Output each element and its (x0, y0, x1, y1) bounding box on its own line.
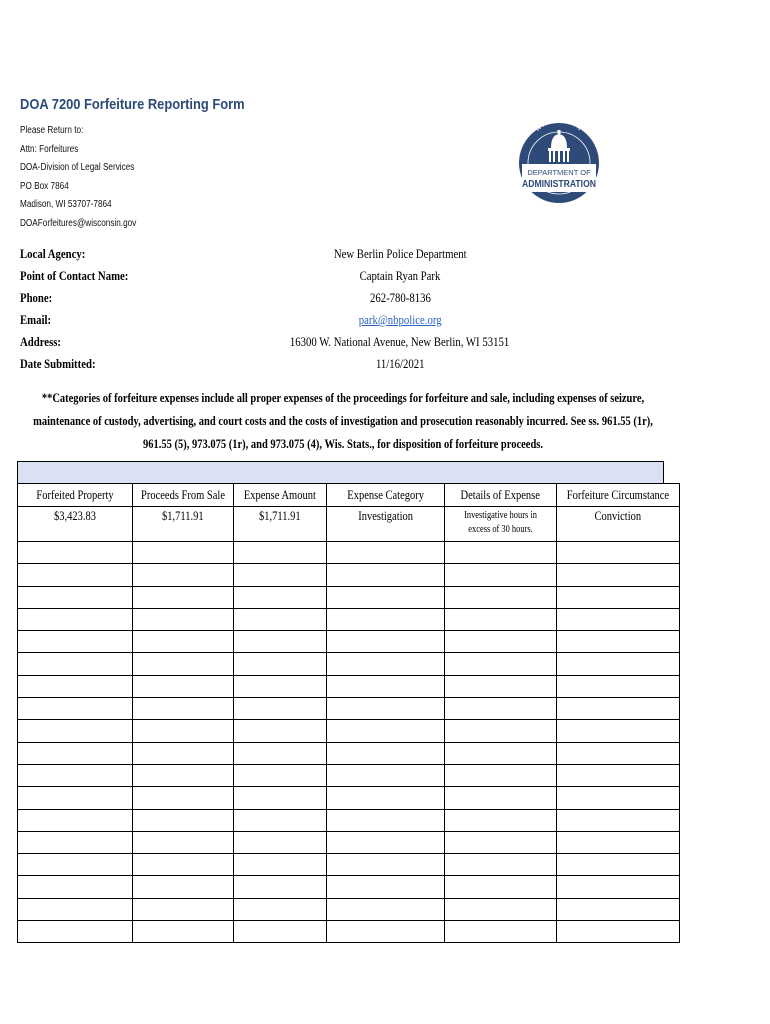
label-email: Email: (20, 313, 52, 327)
empty-cell[interactable] (327, 653, 445, 675)
empty-cell[interactable] (327, 631, 445, 653)
empty-cell[interactable] (133, 586, 234, 608)
empty-cell[interactable] (133, 876, 234, 898)
empty-cell[interactable] (234, 698, 327, 720)
empty-cell[interactable] (18, 564, 133, 586)
note-text: **Categories of forfeiture expenses include all proper expenses of the proceedings for forfeiture and sale, including expenses of seizure, maintenance of custody, advertising, and court costs and the costs of investigation and prosecution reasonably incurred. See ss. 961.55 (1r), 961.55 (5), 973.075 (1r), and 973.075 (4), Wis. Stats., for disposition of forfeiture proceeds. (33, 391, 653, 451)
empty-cell[interactable] (327, 921, 445, 943)
empty-cell[interactable] (445, 854, 557, 876)
empty-cell[interactable] (557, 898, 680, 920)
empty-cell[interactable] (557, 653, 680, 675)
table-row-empty (18, 854, 680, 876)
forfeiture-table (17, 483, 680, 943)
cell-proceeds-from-sale[interactable]: $1,711.91 (133, 507, 234, 542)
empty-cell[interactable] (133, 787, 234, 809)
table-row-empty (18, 586, 680, 608)
empty-cell[interactable] (327, 764, 445, 786)
return-line: Please Return to: (20, 125, 84, 136)
cell-expense-amount[interactable]: $1,711.91 (234, 507, 327, 542)
empty-cell[interactable] (557, 586, 680, 608)
empty-cell[interactable] (557, 854, 680, 876)
empty-cell[interactable] (445, 542, 557, 564)
label-address: Address: (20, 335, 62, 349)
empty-cell[interactable] (327, 542, 445, 564)
empty-cell[interactable] (133, 854, 234, 876)
empty-cell[interactable] (234, 653, 327, 675)
table-row-empty (18, 809, 680, 831)
empty-cell[interactable] (18, 675, 133, 697)
table-row-empty (18, 876, 680, 898)
table-header-row (18, 484, 680, 507)
expense-categories-note (18, 387, 668, 456)
empty-cell[interactable] (18, 631, 133, 653)
empty-cell[interactable] (18, 831, 133, 853)
empty-cell[interactable] (18, 787, 133, 809)
empty-cell[interactable] (445, 631, 557, 653)
value-address: 16300 W. National Avenue, New Berlin, WI 53151 (290, 335, 510, 349)
empty-cell[interactable] (327, 586, 445, 608)
empty-cell[interactable] (18, 653, 133, 675)
empty-cell[interactable] (557, 787, 680, 809)
col-header: Forfeiture Circumstance (557, 484, 680, 507)
empty-cell[interactable] (327, 831, 445, 853)
empty-cell[interactable] (234, 608, 327, 630)
empty-cell[interactable] (445, 898, 557, 920)
empty-cell[interactable] (557, 809, 680, 831)
cell-forfeiture-circumstance[interactable]: Conviction (557, 507, 680, 542)
empty-cell[interactable] (133, 898, 234, 920)
empty-cell[interactable] (557, 608, 680, 630)
empty-cell[interactable] (133, 831, 234, 853)
cell-forfeited-property[interactable]: $3,423.83 (18, 507, 133, 542)
empty-cell[interactable] (18, 720, 133, 742)
table-row-empty (18, 653, 680, 675)
svg-text:DOA.WI.GOV (539, 203, 579, 216)
empty-cell[interactable] (18, 898, 133, 920)
empty-cell[interactable] (445, 698, 557, 720)
value-email-link[interactable]: park@nbpolice.org (358, 313, 442, 327)
value-local-agency: New Berlin Police Department (333, 247, 467, 261)
empty-cell[interactable] (133, 675, 234, 697)
value-phone: 262-780-8136 (369, 291, 431, 305)
col-header: Proceeds From Sale (133, 484, 234, 507)
empty-cell[interactable] (327, 564, 445, 586)
table-row-empty (18, 898, 680, 920)
value-date-submitted: 11/16/2021 (375, 357, 425, 371)
table-row-empty (18, 608, 680, 630)
empty-cell[interactable] (18, 764, 133, 786)
empty-cell[interactable] (234, 631, 327, 653)
empty-cell[interactable] (445, 742, 557, 764)
empty-cell[interactable] (557, 564, 680, 586)
table-row-empty (18, 631, 680, 653)
seal-line-2: ADMINISTRATION (522, 178, 596, 190)
empty-cell[interactable] (18, 542, 133, 564)
empty-cell[interactable] (133, 809, 234, 831)
empty-cell[interactable] (445, 675, 557, 697)
empty-cell[interactable] (445, 831, 557, 853)
empty-cell[interactable] (234, 742, 327, 764)
return-email: DOAForfeitures@wisconsin.gov (20, 218, 137, 229)
empty-cell[interactable] (234, 675, 327, 697)
label-contact-name: Point of Contact Name: (20, 269, 129, 283)
empty-cell[interactable] (18, 698, 133, 720)
empty-cell[interactable] (234, 787, 327, 809)
empty-cell[interactable] (133, 720, 234, 742)
table-row (18, 507, 680, 542)
empty-cell[interactable] (557, 542, 680, 564)
table-row-empty (18, 675, 680, 697)
table-row-empty (18, 720, 680, 742)
empty-cell[interactable] (445, 809, 557, 831)
empty-cell[interactable] (133, 564, 234, 586)
empty-cell[interactable] (18, 586, 133, 608)
empty-cell[interactable] (18, 876, 133, 898)
col-header: Details of Expense (445, 484, 557, 507)
empty-cell[interactable] (445, 787, 557, 809)
label-date-submitted: Date Submitted: (20, 357, 96, 371)
table-row-empty (18, 764, 680, 786)
seal-bottom-text: DOA.WI.GOV (539, 203, 579, 216)
empty-cell[interactable] (234, 854, 327, 876)
table-row-empty (18, 698, 680, 720)
empty-cell[interactable] (234, 564, 327, 586)
cell-expense-category[interactable]: Investigation (327, 507, 445, 542)
empty-cell[interactable] (18, 742, 133, 764)
empty-cell[interactable] (234, 586, 327, 608)
empty-cell[interactable] (557, 921, 680, 943)
empty-cell[interactable] (234, 809, 327, 831)
empty-cell[interactable] (327, 675, 445, 697)
empty-cell[interactable] (133, 921, 234, 943)
table-row-empty (18, 542, 680, 564)
label-phone: Phone: (20, 291, 53, 305)
empty-cell[interactable] (18, 608, 133, 630)
empty-cell[interactable] (133, 653, 234, 675)
empty-cell[interactable] (445, 653, 557, 675)
empty-cell[interactable] (327, 898, 445, 920)
empty-cell[interactable] (133, 608, 234, 630)
empty-cell[interactable] (133, 764, 234, 786)
empty-cell[interactable] (234, 542, 327, 564)
empty-cell[interactable] (445, 608, 557, 630)
seal-line-1: DEPARTMENT OF (527, 168, 591, 177)
empty-cell[interactable] (18, 809, 133, 831)
empty-cell[interactable] (327, 742, 445, 764)
doa-seal-logo (518, 108, 600, 220)
empty-cell[interactable] (445, 720, 557, 742)
empty-cell[interactable] (327, 876, 445, 898)
seal-top-text: WISCONSIN (534, 117, 584, 134)
col-header: Expense Amount (234, 484, 327, 507)
empty-cell[interactable] (234, 898, 327, 920)
empty-cell[interactable] (327, 720, 445, 742)
empty-cell[interactable] (557, 831, 680, 853)
empty-cell[interactable] (133, 698, 234, 720)
empty-cell[interactable] (445, 564, 557, 586)
form-title: DOA 7200 Forfeiture Reporting Form (20, 96, 245, 113)
empty-cell[interactable] (557, 675, 680, 697)
table-row-empty (18, 564, 680, 586)
empty-cell[interactable] (18, 921, 133, 943)
cell-details-of-expense[interactable]: Investigative hours in excess of 30 hours. (445, 507, 557, 542)
empty-cell[interactable] (445, 764, 557, 786)
value-contact-name: Captain Ryan Park (359, 269, 441, 283)
empty-cell[interactable] (327, 854, 445, 876)
return-line: Attn: Forfeitures (20, 144, 79, 155)
return-line: DOA-Division of Legal Services (20, 162, 135, 173)
return-line: PO Box 7864 (20, 181, 69, 192)
empty-cell[interactable] (557, 764, 680, 786)
return-line: Madison, WI 53707-7864 (20, 199, 112, 210)
table-row-empty (18, 742, 680, 764)
table-row-empty (18, 921, 680, 943)
empty-cell[interactable] (557, 698, 680, 720)
empty-cell[interactable] (557, 631, 680, 653)
empty-cell[interactable] (557, 742, 680, 764)
table-row-empty (18, 831, 680, 853)
label-local-agency: Local Agency: (20, 247, 86, 261)
table-row-empty (18, 787, 680, 809)
empty-cell[interactable] (327, 787, 445, 809)
empty-cell[interactable] (234, 831, 327, 853)
col-header: Forfeited Property (18, 484, 133, 507)
empty-cell[interactable] (327, 608, 445, 630)
empty-cell[interactable] (445, 586, 557, 608)
col-header: Expense Category (327, 484, 445, 507)
empty-cell[interactable] (234, 720, 327, 742)
empty-cell[interactable] (557, 720, 680, 742)
empty-cell[interactable] (18, 854, 133, 876)
empty-cell[interactable] (133, 742, 234, 764)
empty-cell[interactable] (133, 631, 234, 653)
empty-cell[interactable] (133, 542, 234, 564)
empty-cell[interactable] (327, 809, 445, 831)
table-header-band (17, 461, 664, 484)
empty-cell[interactable] (234, 764, 327, 786)
empty-cell[interactable] (445, 876, 557, 898)
empty-cell[interactable] (327, 698, 445, 720)
empty-cell[interactable] (557, 876, 680, 898)
empty-cell[interactable] (234, 876, 327, 898)
empty-cell[interactable] (234, 921, 327, 943)
empty-cell[interactable] (445, 921, 557, 943)
